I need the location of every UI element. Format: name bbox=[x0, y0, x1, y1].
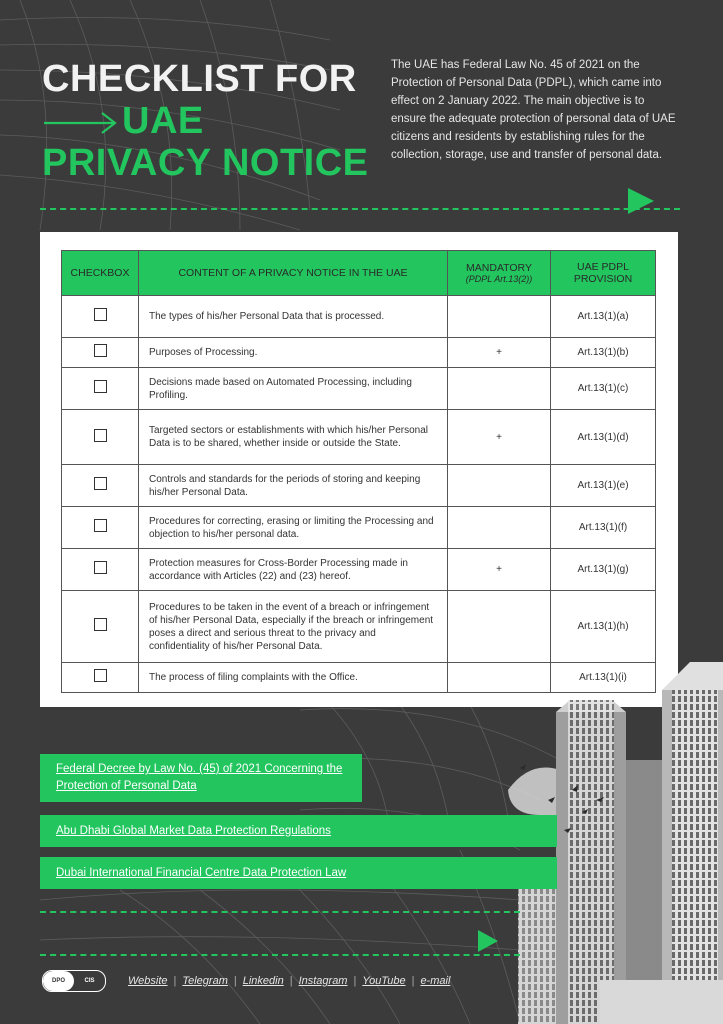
link-difc-law[interactable] bbox=[40, 857, 557, 889]
logo-right-text: CIS bbox=[84, 978, 95, 984]
row-provision: Art.13(1)(h) bbox=[551, 591, 656, 663]
row-content: Procedures for correcting, erasing or limiting the Processing and objection to his/her personal data. bbox=[139, 507, 448, 549]
row-content: Purposes of Processing. bbox=[139, 338, 448, 368]
row-provision: Art.13(1)(g) bbox=[551, 549, 656, 591]
footer-link-linkedin[interactable]: Linkedin bbox=[242, 975, 284, 987]
title-line-3: PRIVACY NOTICE bbox=[42, 142, 369, 184]
title-line-1: CHECKLIST FOR bbox=[42, 58, 357, 100]
footer bbox=[42, 970, 450, 992]
link-adgm-regulations-text[interactable]: Abu Dhabi Global Market Data Protection Regulations bbox=[56, 824, 331, 837]
divider-footer bbox=[40, 954, 520, 956]
separator: | bbox=[411, 975, 415, 987]
footer-link-website[interactable]: Website bbox=[128, 975, 168, 987]
play-arrow-icon-bottom bbox=[478, 930, 498, 952]
row-provision: Art.13(1)(i) bbox=[551, 663, 656, 693]
row-content: Decisions made based on Automated Processing, including Profiling. bbox=[139, 368, 448, 410]
row-content: Targeted sectors or establishments with which his/her Personal Data is to be shared, whether inside or outside the State. bbox=[139, 410, 448, 465]
header-provision: UAE PDPL PROVISION bbox=[551, 251, 656, 296]
row-mandatory: + bbox=[448, 549, 551, 591]
row-content: Controls and standards for the periods of storing and keeping his/her Personal Data. bbox=[139, 465, 448, 507]
row-provision: Art.13(1)(c) bbox=[551, 368, 656, 410]
row-content: Protection measures for Cross-Border Processing made in accordance with Articles (22) and (23) hereof. bbox=[139, 549, 448, 591]
row-provision: Art.13(1)(d) bbox=[551, 410, 656, 465]
intro-paragraph: The UAE has Federal Law No. 45 of 2021 on the Protection of Personal Data (PDPL), which came into effect on 2 January 2022. The main objective is to ensure the adequate protection of personal data of UAE citizens and residents by establishing rules for the collection, storage, use and transfer of personal data. bbox=[391, 59, 676, 161]
row-content: The types of his/her Personal Data that is processed. bbox=[139, 296, 448, 338]
divider-bottom bbox=[40, 911, 520, 913]
row-provision: Art.13(1)(b) bbox=[551, 338, 656, 368]
separator: | bbox=[353, 975, 357, 987]
row-content: Procedures to be taken in the event of a breach or infringement of his/her Personal Data, especially if the breach or infringement poses a direct and serious threat to the privacy and confidentiality of his/her Personal Data. bbox=[139, 591, 448, 663]
header-mandatory-sub: (PDPL Art.13(2)) bbox=[465, 274, 533, 284]
header-content: CONTENT OF A PRIVACY NOTICE IN THE UAE bbox=[139, 251, 448, 296]
link-federal-decree-text[interactable]: Federal Decree by Law No. (45) of 2021 Concerning the Protection of Personal Data bbox=[56, 763, 343, 792]
row-content: The process of filing complaints with the Office. bbox=[139, 663, 448, 693]
row-provision: Art.13(1)(a) bbox=[551, 296, 656, 338]
footer-link-instagram[interactable]: Instagram bbox=[298, 975, 348, 987]
link-difc-law-text[interactable]: Dubai International Financial Centre Data Protection Law bbox=[56, 866, 347, 879]
header-checkbox: CHECKBOX bbox=[62, 251, 139, 296]
link-adgm-regulations[interactable] bbox=[40, 815, 557, 847]
row-provision: Art.13(1)(f) bbox=[551, 507, 656, 549]
footer-link-email[interactable]: e-mail bbox=[420, 975, 451, 987]
separator: | bbox=[289, 975, 293, 987]
row-mandatory: + bbox=[448, 410, 551, 465]
row-provision: Art.13(1)(e) bbox=[551, 465, 656, 507]
title-line-2: UAE bbox=[122, 100, 204, 142]
footer-link-youtube[interactable]: YouTube bbox=[362, 975, 406, 987]
header-mandatory-label: MANDATORY bbox=[466, 262, 532, 274]
footer-link-telegram[interactable]: Telegram bbox=[182, 975, 228, 987]
link-federal-decree[interactable] bbox=[40, 754, 362, 802]
separator: | bbox=[233, 975, 237, 987]
separator: | bbox=[173, 975, 177, 987]
dpo-logo bbox=[42, 970, 106, 992]
logo-left-text: DPO bbox=[43, 971, 74, 991]
row-mandatory: + bbox=[448, 338, 551, 368]
